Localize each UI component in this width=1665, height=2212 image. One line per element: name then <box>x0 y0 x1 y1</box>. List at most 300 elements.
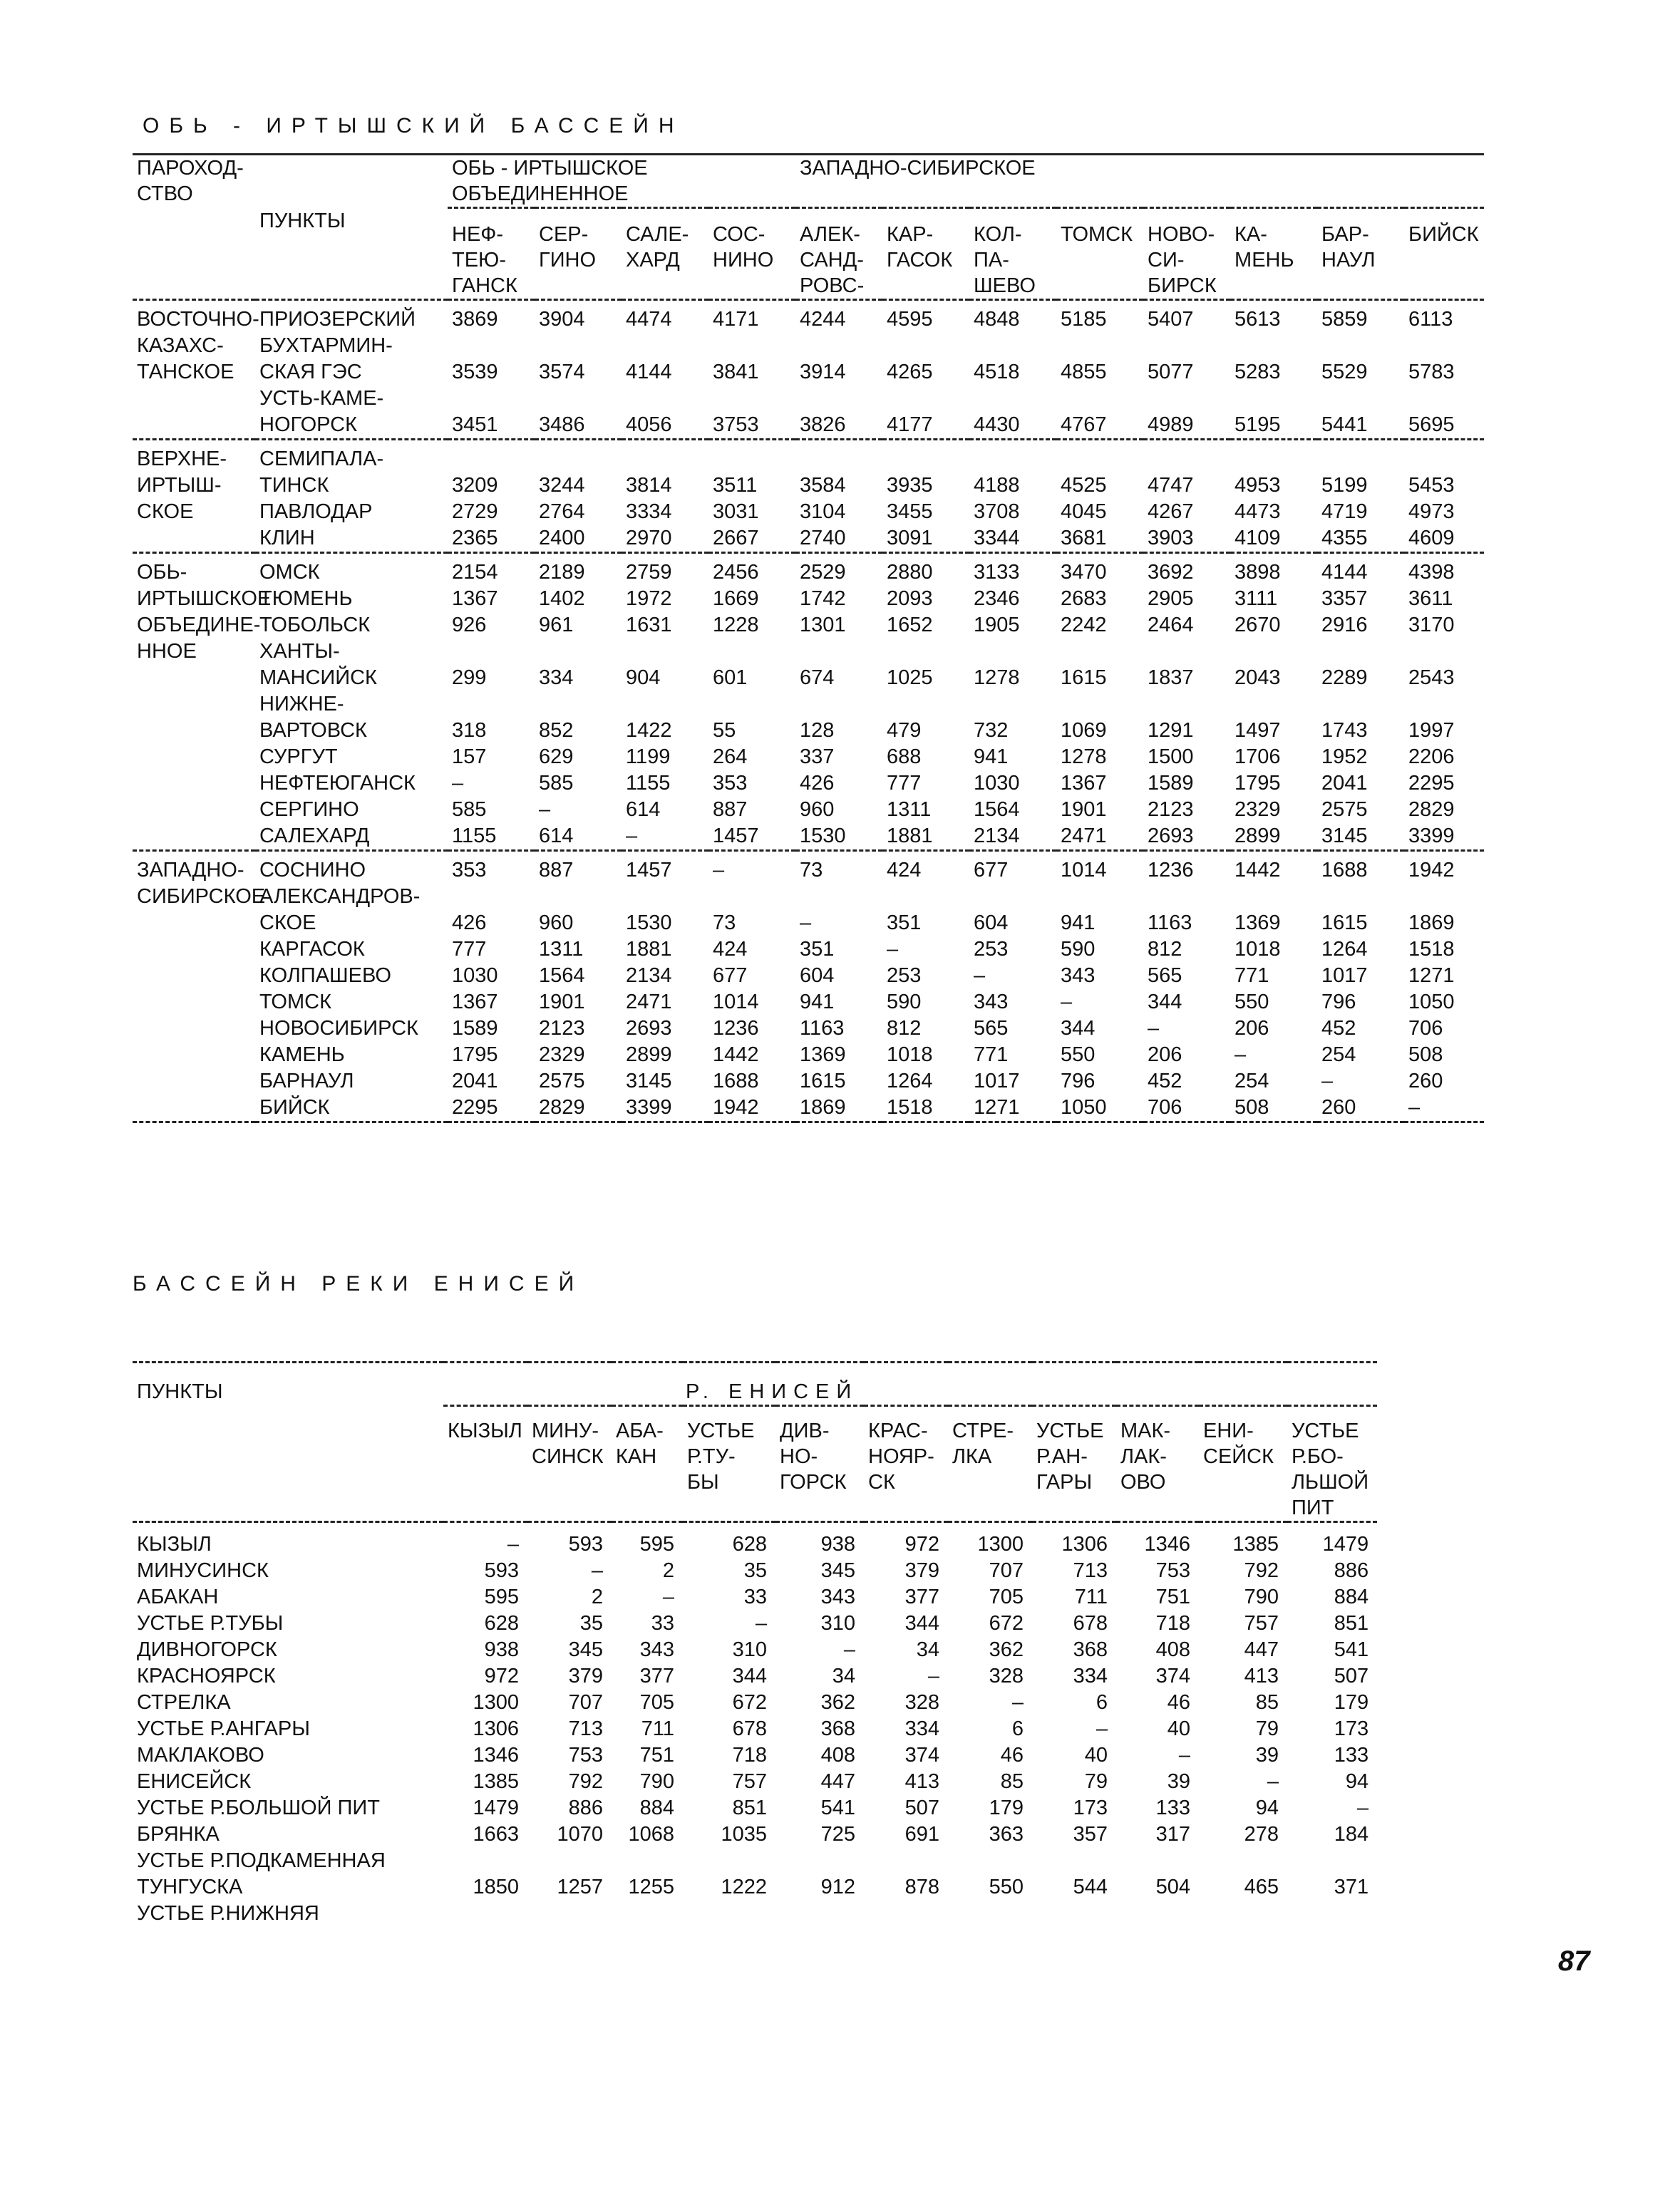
cell <box>882 386 969 412</box>
cell: 886 <box>1334 1559 1369 1582</box>
cell: 2242 <box>1061 614 1107 636</box>
cell: 2 <box>662 1559 674 1582</box>
cell: 1901 <box>1061 798 1107 821</box>
cell: – <box>1011 1691 1024 1714</box>
cell: 343 <box>974 991 1009 1013</box>
cell <box>775 1901 864 1927</box>
cell: 4144 <box>626 361 672 383</box>
cell <box>448 440 535 473</box>
cell: 1997 <box>1408 719 1455 742</box>
cell: 1663 <box>473 1823 519 1846</box>
cell: 33 <box>743 1586 767 1608</box>
cell: 328 <box>989 1665 1024 1688</box>
cell: 938 <box>484 1638 519 1661</box>
cell: 718 <box>732 1744 767 1767</box>
cell: – <box>539 798 551 821</box>
row-label: ТОБОЛЬСК <box>259 614 371 636</box>
cell: 3104 <box>800 500 846 523</box>
company-header-west-siberian: ЗАПАДНО-СИБИРСКОЕ <box>795 155 1484 208</box>
row-label: ТИНСК <box>259 474 329 497</box>
cell: 1306 <box>1061 1533 1108 1556</box>
cell: 1311 <box>539 938 584 961</box>
cell: 1369 <box>1234 911 1281 934</box>
cell: 1972 <box>626 587 672 610</box>
cell: 1346 <box>1144 1533 1190 1556</box>
column-header: СЕР- ГИНО <box>535 208 622 300</box>
cell <box>683 1848 775 1874</box>
cell: 3753 <box>713 413 759 436</box>
cell: 508 <box>1230 1095 1317 1122</box>
cell: 1837 <box>1148 666 1194 689</box>
cell: 379 <box>904 1559 939 1582</box>
cell: 2899 <box>626 1043 672 1066</box>
cell: 590 <box>887 991 922 1013</box>
row-label: НЕФТЕЮГАНСК <box>259 772 416 795</box>
cell: 1163 <box>1148 911 1192 934</box>
cell: 677 <box>969 851 1056 884</box>
cell: 1901 <box>539 991 585 1013</box>
cell: 3511 <box>713 474 758 497</box>
row-label: ТЮМЕНЬ <box>259 587 353 610</box>
cell: 550 <box>1234 991 1269 1013</box>
cell <box>1404 639 1484 665</box>
cell: 426 <box>452 911 487 934</box>
row-label: ТУНГУСКА <box>137 1876 243 1898</box>
cell: 5283 <box>1234 361 1281 383</box>
cell: 157 <box>452 745 487 768</box>
cell: 3091 <box>887 527 933 549</box>
cell: 790 <box>639 1770 674 1793</box>
cell: 604 <box>800 964 835 987</box>
cell: 1518 <box>882 1095 969 1122</box>
cell: 886 <box>568 1797 603 1819</box>
cell <box>1143 884 1230 910</box>
cell: – <box>708 851 795 884</box>
cell: 1301 <box>800 614 846 636</box>
cell: – <box>1356 1797 1369 1819</box>
cell <box>448 884 535 910</box>
cell: 792 <box>1244 1559 1279 1582</box>
cell: 379 <box>568 1665 603 1688</box>
cell: 368 <box>820 1717 855 1740</box>
cell <box>622 333 708 359</box>
cell: 1035 <box>721 1823 767 1846</box>
cell: 1018 <box>887 1043 933 1066</box>
cell: 1236 <box>713 1017 759 1040</box>
cell <box>622 691 708 718</box>
cell: 408 <box>1155 1638 1190 1661</box>
cell <box>1032 1901 1116 1927</box>
table-row <box>133 1769 1377 1795</box>
cell <box>969 639 1056 665</box>
row-label: САЛЕХАРД <box>259 825 370 847</box>
cell: 941 <box>974 745 1009 768</box>
cell: 3869 <box>452 308 498 331</box>
cell: 541 <box>820 1797 855 1819</box>
row-label: АЛЕКСАНДРОВ- <box>259 885 421 908</box>
cell: 1442 <box>1230 851 1317 884</box>
cell: 2154 <box>448 553 535 586</box>
row-label: БАРНАУЛ <box>259 1070 354 1092</box>
cell: 1518 <box>1408 938 1455 961</box>
cell: 2189 <box>535 553 622 586</box>
cell: 771 <box>1234 964 1269 987</box>
column-header: КА- МЕНЬ <box>1230 208 1317 300</box>
row-label: МАНСИЙСК <box>259 666 377 689</box>
cell: 1291 <box>1148 719 1194 742</box>
cell <box>622 639 708 665</box>
cell: 1346 <box>473 1744 519 1767</box>
cell: 1457 <box>622 851 708 884</box>
cell: 1743 <box>1321 719 1368 742</box>
table-row <box>133 412 1484 440</box>
column-header: СТРЕ- ЛКА <box>948 1406 1032 1522</box>
cell <box>448 333 535 359</box>
cell: 718 <box>1155 1612 1190 1635</box>
cell: 1479 <box>473 1797 519 1819</box>
cell: 3904 <box>539 308 585 331</box>
cell: 351 <box>887 911 922 934</box>
cell: 1264 <box>1321 938 1368 961</box>
cell: 938 <box>820 1533 855 1556</box>
cell: 377 <box>639 1665 674 1688</box>
cell: 3708 <box>974 500 1020 523</box>
cell: 972 <box>484 1665 519 1688</box>
cell: 550 <box>989 1876 1024 1898</box>
cell: 1652 <box>887 614 933 636</box>
row-label: МИНУСИНСК <box>137 1559 269 1582</box>
row-label: ВАРТОВСК <box>259 719 367 742</box>
cell: 254 <box>1321 1043 1356 1066</box>
cell <box>448 691 535 718</box>
cell: 1795 <box>1234 772 1281 795</box>
cell: 2329 <box>539 1043 585 1066</box>
cell: 691 <box>904 1823 939 1846</box>
cell: 1881 <box>887 825 933 847</box>
cell: 85 <box>1255 1691 1279 1714</box>
cell: 424 <box>882 851 969 884</box>
cell: 133 <box>1334 1744 1369 1767</box>
cell: 961 <box>539 614 574 636</box>
cell <box>1317 691 1404 718</box>
cell: 1369 <box>800 1043 846 1066</box>
table-row <box>133 359 1484 386</box>
cell: 278 <box>1244 1823 1279 1846</box>
cell: 344 <box>904 1612 939 1635</box>
table-row <box>133 744 1484 770</box>
cell: – <box>800 911 812 934</box>
cell <box>775 1848 864 1874</box>
cell: 2041 <box>452 1070 498 1092</box>
cell: 5077 <box>1148 361 1194 383</box>
cell <box>612 1848 683 1874</box>
column-header: МИНУ- СИНСК <box>527 1406 612 1522</box>
cell: 507 <box>904 1797 939 1819</box>
cell: 179 <box>1334 1691 1369 1714</box>
cell: 2295 <box>448 1095 535 1122</box>
cell: 751 <box>1155 1586 1190 1608</box>
cell: 374 <box>904 1744 939 1767</box>
cell: 1017 <box>1321 964 1368 987</box>
cell: 2365 <box>452 527 498 549</box>
cell <box>795 333 882 359</box>
column-header: ДИВ- НО- ГОРСК <box>775 1406 864 1522</box>
cell <box>969 440 1056 473</box>
cell <box>708 639 795 665</box>
column-header: МАК- ЛАК- ОВО <box>1116 1406 1199 1522</box>
cell: 2829 <box>535 1095 622 1122</box>
cell <box>1056 440 1143 473</box>
cell: 1479 <box>1322 1533 1369 1556</box>
cell: 1530 <box>800 825 846 847</box>
row-label: СТРЕЛКА <box>137 1691 231 1714</box>
cell: 601 <box>713 666 748 689</box>
cell: 371 <box>1334 1876 1369 1898</box>
cell: 447 <box>1244 1638 1279 1661</box>
column-header: СОС- НИНО <box>708 208 795 300</box>
cell: – <box>1061 991 1073 1013</box>
cell <box>1317 639 1404 665</box>
column-header: КРАС- НОЯР- СК <box>864 1406 948 1522</box>
cell: 2905 <box>1148 587 1194 610</box>
cell: 2693 <box>1148 825 1194 847</box>
points-label: ПУНКТЫ <box>133 1363 443 1406</box>
cell: 73 <box>795 851 882 884</box>
cell: 614 <box>626 798 661 821</box>
row-label: МАКЛАКОВО <box>137 1744 264 1767</box>
cell: 777 <box>452 938 487 961</box>
cell: 2346 <box>974 587 1020 610</box>
cell: 674 <box>800 666 835 689</box>
cell <box>969 691 1056 718</box>
cell <box>1404 333 1484 359</box>
cell: 3814 <box>626 474 672 497</box>
cell: 344 <box>732 1665 767 1688</box>
cell: 334 <box>904 1717 939 1740</box>
cell: 362 <box>989 1638 1024 1661</box>
cell: 725 <box>820 1823 855 1846</box>
cell <box>795 691 882 718</box>
cell: 629 <box>539 745 574 768</box>
points-label: ПУНКТЫ <box>255 208 448 300</box>
row-label: ТОМСК <box>259 991 331 1013</box>
cell: 1589 <box>452 1017 498 1040</box>
cell: 1300 <box>977 1533 1024 1556</box>
cell: 343 <box>820 1586 855 1608</box>
ob-distance-table <box>133 153 1484 1123</box>
cell <box>1287 1848 1377 1874</box>
cell: 2134 <box>626 964 672 987</box>
cell: 337 <box>800 745 835 768</box>
cell: 796 <box>1061 1070 1096 1092</box>
cell: – <box>887 938 899 961</box>
cell <box>1317 884 1404 910</box>
cell: 544 <box>1073 1876 1108 1898</box>
row-label: УСТЬ-КАМЕ- <box>259 387 384 410</box>
cell: 1278 <box>974 666 1020 689</box>
cell: 34 <box>832 1665 855 1688</box>
cell: 357 <box>1073 1823 1108 1846</box>
cell: 1742 <box>800 587 846 610</box>
row-label: КОЛПАШЕВО <box>259 964 391 987</box>
cell <box>448 639 535 665</box>
cell: 4355 <box>1321 527 1368 549</box>
cell: 1402 <box>539 587 585 610</box>
cell: 4595 <box>887 308 933 331</box>
cell: 3903 <box>1148 527 1194 549</box>
cell: 904 <box>626 666 661 689</box>
cell: 46 <box>1167 1691 1190 1714</box>
cell: 310 <box>732 1638 767 1661</box>
row-label: КАМЕНЬ <box>259 1043 345 1066</box>
cell: 353 <box>448 851 535 884</box>
cell: 585 <box>452 798 487 821</box>
cell: 1942 <box>1404 851 1484 884</box>
cell: 777 <box>887 772 922 795</box>
cell: 1688 <box>1317 851 1404 884</box>
cell <box>948 1901 1032 1927</box>
cell: – <box>507 1533 519 1556</box>
cell: 884 <box>639 1797 674 1819</box>
cell: 941 <box>1061 911 1096 934</box>
row-label: ЕНИСЕЙСК <box>137 1770 252 1793</box>
cell: 771 <box>974 1043 1009 1066</box>
cell: 46 <box>1000 1744 1024 1767</box>
cell: 4973 <box>1408 500 1455 523</box>
table-row <box>133 1795 1377 1821</box>
cell: – <box>452 772 464 795</box>
row-label: КЛИН <box>259 527 315 549</box>
company-header-ob-irtysh: ОБЬ - ИРТЫШСКОЕ ОБЪЕДИНЕННОЕ <box>448 155 795 208</box>
cell: 253 <box>887 964 922 987</box>
cell: 6113 <box>1408 308 1453 331</box>
row-label: КЫЗЫЛ <box>137 1533 212 1556</box>
cell: 3133 <box>969 553 1056 586</box>
table-row <box>133 910 1484 936</box>
cell: 1306 <box>473 1717 519 1740</box>
cell: 2471 <box>626 991 672 1013</box>
cell: 707 <box>989 1559 1024 1582</box>
cell: 55 <box>713 719 736 742</box>
row-label: ПРИОЗЕРСКИЙ <box>259 308 416 331</box>
table-row <box>133 1095 1484 1122</box>
table-row <box>133 1848 1377 1874</box>
cell: 3145 <box>626 1070 672 1092</box>
row-label: СУРГУТ <box>259 745 338 768</box>
cell: 1869 <box>1408 911 1455 934</box>
cell: 4188 <box>974 474 1020 497</box>
cell: 565 <box>1148 964 1182 987</box>
cell: 1385 <box>473 1770 519 1793</box>
company-corner-label: ПАРОХОД- СТВО <box>133 155 255 208</box>
cell <box>1143 386 1230 412</box>
cell: 2575 <box>1321 798 1368 821</box>
cell: – <box>1234 1043 1247 1066</box>
cell <box>1287 1901 1377 1927</box>
cell: 1068 <box>628 1823 674 1846</box>
cell: 4767 <box>1061 413 1107 436</box>
cell: 4855 <box>1061 361 1107 383</box>
cell: 1497 <box>1234 719 1281 742</box>
cell <box>969 386 1056 412</box>
cell: 3399 <box>1408 825 1455 847</box>
cell: – <box>1267 1770 1279 1793</box>
cell: 2916 <box>1321 614 1368 636</box>
cell: 1905 <box>974 614 1020 636</box>
cell: 1155 <box>626 772 671 795</box>
cell: 5199 <box>1321 474 1368 497</box>
cell: 94 <box>1255 1797 1279 1819</box>
row-label: УСТЬЕ Р.НИЖНЯЯ <box>137 1902 319 1925</box>
cell: 1367 <box>452 587 498 610</box>
cell: 3111 <box>1234 587 1278 610</box>
cell: 33 <box>651 1612 674 1635</box>
cell: 706 <box>1408 1017 1443 1040</box>
cell: 424 <box>713 938 748 961</box>
cell: 541 <box>1334 1638 1369 1661</box>
cell <box>1056 639 1143 665</box>
table-row <box>133 989 1484 1015</box>
cell: 2400 <box>539 527 585 549</box>
cell: 4518 <box>974 361 1020 383</box>
cell <box>443 1901 527 1927</box>
cell: 40 <box>1084 1744 1108 1767</box>
cell: 2 <box>591 1586 603 1608</box>
row-label: БУХТАРМИН- <box>259 334 393 357</box>
column-header: НОВО- СИ- БИРСК <box>1143 208 1230 300</box>
cell: 3470 <box>1056 553 1143 586</box>
cell: 5407 <box>1148 308 1194 331</box>
cell: 4474 <box>626 308 672 331</box>
company-group-label: ВОСТОЧНО- КАЗАХС- ТАНСКОЕ <box>137 308 259 383</box>
table-row <box>133 797 1484 823</box>
column-header: БАР- НАУЛ <box>1317 208 1404 300</box>
cell: 2543 <box>1408 666 1455 689</box>
cell: 345 <box>820 1559 855 1582</box>
table-row <box>133 770 1484 797</box>
cell: 672 <box>989 1612 1024 1635</box>
cell <box>882 884 969 910</box>
cell: 2670 <box>1234 614 1281 636</box>
cell: 1069 <box>1061 719 1107 742</box>
cell: 2683 <box>1061 587 1107 610</box>
cell <box>1056 386 1143 412</box>
cell: 5859 <box>1321 308 1368 331</box>
cell: 3451 <box>452 413 498 436</box>
cell: 39 <box>1167 1770 1190 1793</box>
table-row <box>133 823 1484 851</box>
cell: 590 <box>1061 938 1096 961</box>
cell: 3898 <box>1230 553 1317 586</box>
cell: 1669 <box>713 587 759 610</box>
table-row <box>133 1584 1377 1611</box>
cell: – <box>1096 1717 1108 1740</box>
column-header: УСТЬЕ Р.ТУ- БЫ <box>683 1406 775 1522</box>
cell: 2764 <box>539 500 585 523</box>
cell <box>1199 1901 1287 1927</box>
cell: 3681 <box>1061 527 1107 549</box>
cell <box>622 440 708 473</box>
cell: 3914 <box>800 361 846 383</box>
cell <box>795 639 882 665</box>
cell: 851 <box>732 1797 767 1819</box>
cell: 5529 <box>1321 361 1368 383</box>
cell: 260 <box>1408 1070 1443 1092</box>
cell: 4144 <box>1317 553 1404 586</box>
cell <box>708 440 795 473</box>
cell: 2464 <box>1148 614 1194 636</box>
cell: 4171 <box>713 308 759 331</box>
